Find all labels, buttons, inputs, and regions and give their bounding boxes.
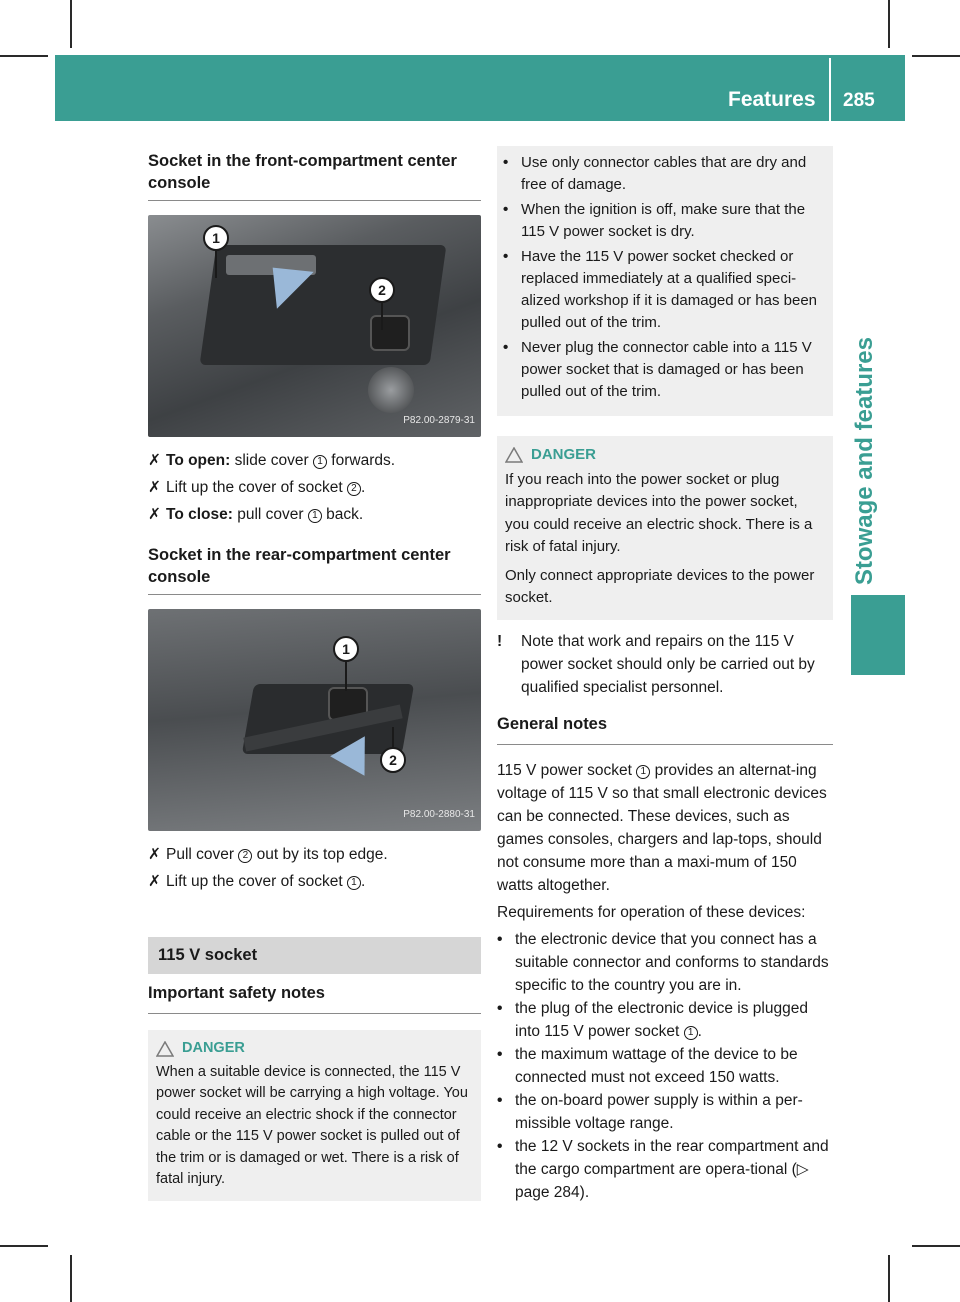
step-arrow-icon: ✗ xyxy=(148,479,161,496)
control-knob xyxy=(368,367,414,413)
rear-console-photo xyxy=(148,609,481,831)
ref-1-icon: 1 xyxy=(313,455,327,469)
safety-bullets-box xyxy=(497,146,833,416)
crop-mark xyxy=(0,55,48,57)
front-socket xyxy=(370,315,410,351)
danger-header xyxy=(156,1038,473,1060)
page-ref-arrow-icon: ▷ xyxy=(796,1160,809,1178)
danger-box xyxy=(148,1030,481,1201)
page-number: 285 xyxy=(843,90,875,111)
callout-2: 2 xyxy=(369,277,395,303)
ref-2-icon: 2 xyxy=(238,849,252,863)
ref-2-icon: 2 xyxy=(347,482,361,496)
list-item: • Never plug the connector cable into a 115 V power socket that is damaged or has been pulled out of the trim. xyxy=(503,339,812,400)
general-paragraph: 115 V power socket 1 provides an alternat-ing voltage of 115 V so that small electronic devices can be connected. These devices, such as games consoles, chargers and lap-tops, should not consume more than a maxi-mum of 150 watts altogether. xyxy=(497,761,827,894)
note-item xyxy=(497,630,833,699)
crop-mark xyxy=(70,1255,72,1302)
danger-header xyxy=(505,444,825,467)
section-title-front: Socket in the front-compartment center console xyxy=(148,150,481,201)
ref-1-icon: 1 xyxy=(636,765,650,779)
figure-code: P82.00-2879-31 xyxy=(403,415,475,426)
general-notes-heading: General notes xyxy=(497,713,833,745)
danger-text: Only connect appropriate devices to the power socket. xyxy=(505,566,815,606)
step-text: Lift up the cover of socket 2 . xyxy=(166,479,366,496)
list-item: • the 12 V sockets in the rear compartment and the cargo compartment are opera-tional (▷ page 284). xyxy=(497,1137,829,1201)
crop-mark xyxy=(70,0,72,48)
left-column xyxy=(148,150,481,1201)
step-text: Pull cover 2 out by its top edge. xyxy=(166,846,388,863)
list-item: • Use only connector cables that are dry and free of damage. xyxy=(503,154,807,193)
step-item xyxy=(148,843,481,866)
crop-mark xyxy=(888,1255,890,1302)
callout-line-2 xyxy=(381,300,383,330)
step-item xyxy=(148,870,481,893)
step-item xyxy=(148,503,481,526)
ref-1-icon: 1 xyxy=(684,1026,698,1040)
side-tab-label-wrap xyxy=(838,145,892,585)
callout-line-1 xyxy=(215,248,217,278)
warning-triangle-icon xyxy=(156,1041,174,1057)
section-band: 115 V socket xyxy=(148,937,481,974)
front-console-photo xyxy=(148,215,481,437)
step-arrow-icon: ✗ xyxy=(148,873,161,890)
header-title: Features xyxy=(728,88,816,111)
callout-2: 2 xyxy=(380,747,406,773)
callout-line-1 xyxy=(345,659,347,691)
ref-1-icon: 1 xyxy=(308,509,322,523)
list-item: • When the ignition is off, make sure that the 115 V power socket is dry. xyxy=(503,201,806,240)
danger-label: DANGER xyxy=(531,446,597,463)
page-ref-link[interactable]: page 284 xyxy=(515,1183,580,1201)
ref-1-icon: 1 xyxy=(347,876,361,890)
list-item: • the plug of the electronic device is plugged into 115 V power socket 1 . xyxy=(497,999,808,1040)
list-item: • the maximum wattage of the device to be connected must not exceed 150 watts. xyxy=(497,1045,798,1086)
right-column xyxy=(497,150,833,1204)
danger-box xyxy=(497,436,833,620)
list-item: • the electronic device that you connect has a suitable connector and conforms to standards specific to the country you are in. xyxy=(497,930,829,994)
side-tab xyxy=(851,595,905,675)
list-item: • the on-board power supply is within a per-missible voltage range. xyxy=(497,1091,803,1132)
list-item: • Have the 115 V power socket checked or replaced immediately at a qualified speci-alized workshop if it is damaged or has been pulled out of the trim. xyxy=(503,248,818,331)
danger-text: When a suitable device is connected, the 115 V power socket will be carrying a high voltage. You could receive an electric shock if the connector cable or the 115 V power socket is pulled out of the trim or is damaged or wet. There is a risk of fatal injury. xyxy=(156,1063,468,1187)
step-arrow-icon: ✗ xyxy=(148,452,161,469)
crop-mark xyxy=(912,1245,960,1247)
side-tab-label: Stowage and features xyxy=(851,336,878,585)
section-title-rear: Socket in the rear-compartment center console xyxy=(148,544,481,595)
callout-1: 1 xyxy=(203,225,229,251)
step-item xyxy=(148,449,481,472)
step-text: To open: slide cover 1 forwards. xyxy=(166,452,396,469)
header-divider xyxy=(829,58,831,121)
step-text: To close: pull cover 1 back. xyxy=(166,506,364,523)
crop-mark xyxy=(888,0,890,48)
safety-notes-heading: Important safety notes xyxy=(148,982,481,1014)
step-arrow-icon: ✗ xyxy=(148,506,161,523)
step-text: Lift up the cover of socket 1 . xyxy=(166,873,366,890)
figure-code: P82.00-2880-31 xyxy=(403,809,475,820)
crop-mark xyxy=(912,55,960,57)
note-text: Note that work and repairs on the 115 V power socket should only be carried out by qualified specialist personnel. xyxy=(521,632,815,696)
step-item xyxy=(148,476,481,499)
note-mark: ! xyxy=(497,632,503,650)
crop-mark xyxy=(0,1245,48,1247)
callout-1: 1 xyxy=(333,636,359,662)
danger-label: DANGER xyxy=(182,1040,245,1056)
danger-text: If you reach into the power socket or plug inappropriate devices into the power socket, you could receive an electric shock. There is a risk of fatal injury. xyxy=(505,470,813,555)
general-paragraph: Requirements for operation of these devices: xyxy=(497,903,806,921)
warning-triangle-icon xyxy=(505,447,523,463)
step-arrow-icon: ✗ xyxy=(148,846,161,863)
